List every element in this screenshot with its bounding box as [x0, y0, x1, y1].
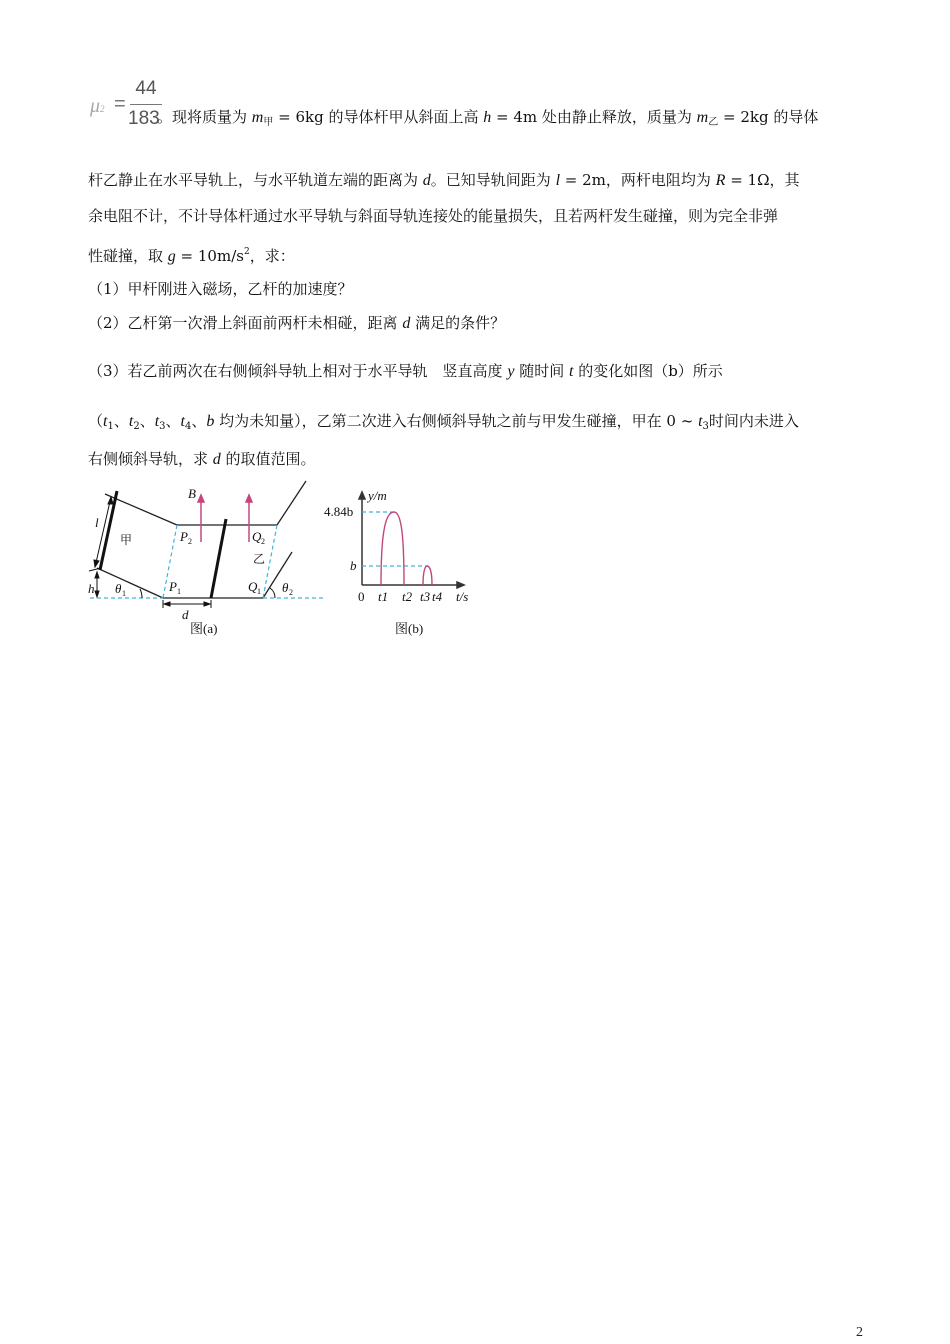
question-1: （1）甲杆刚进入磁场，乙杆的加速度？ [88, 280, 353, 298]
equals-sign: = [114, 93, 126, 115]
rod-yi [211, 519, 226, 598]
numerator: 44 [135, 78, 157, 99]
paragraph-line-1: 。现将质量为 $m_甲 = 6kg$ 的导体杆甲从斜面上高 h = 4m 处由静止释放，质量为 $m_乙 = 2kg$ 的导体 [157, 108, 819, 128]
svg-text:Q: Q [252, 529, 262, 544]
svg-text:1: 1 [122, 589, 126, 598]
svg-text:θ: θ [115, 581, 122, 596]
x-tick-t4: t4 [432, 589, 443, 604]
figure-a-rails-diagram [85, 480, 335, 640]
svg-text:2: 2 [188, 537, 192, 546]
page-number: 2 [856, 1325, 863, 1340]
svg-text:甲: 甲 [120, 533, 133, 547]
question-3-line-2: （$t_1$、$t_2$、$t_3$、$t_4$、b 均为未知量），乙第二次进入右侧倾斜导轨之前与甲发生碰撞，甲在 0 ~ $t_3$时间内未进入 [88, 412, 799, 432]
origin-label: 0 [358, 589, 365, 604]
svg-text:B: B [188, 486, 196, 501]
svg-text:l: l [95, 515, 99, 530]
mu-symbol: μ2 [90, 95, 105, 117]
y-axis-label: y/m [368, 488, 387, 503]
question-3-line-3: 右侧倾斜导轨，求 d 的取值范围。 [88, 450, 316, 468]
paragraph-line-2: 杆乙静止在水平导轨上，与水平轨道左端的距离为 d。已知导轨间距为 l = 2m，两杆电阻均为 R = 1Ω，其 [88, 171, 800, 189]
svg-text:2: 2 [261, 537, 265, 546]
denominator: 183 [128, 108, 160, 129]
y-tick-4.84b: 4.84b [324, 504, 354, 519]
magnetic-field-arrows [198, 495, 252, 542]
fraction-bar [130, 104, 162, 105]
svg-text:P: P [180, 529, 188, 544]
paragraph-line-3: 余电阻不计，不计导体杆通过水平导轨与斜面导轨连接处的能量损失，且若两杆发生碰撞，则为完全非弹 [88, 207, 779, 225]
paragraph-line-4: 性碰撞，取 $g = 10m/s^2$，求： [88, 247, 295, 265]
figure-b-height-time-graph [320, 480, 480, 640]
y-tick-b: b [350, 558, 357, 573]
question-3-line-1: （3）若乙前两次在右侧倾斜导轨上相对于水平导轨 竖直高度 y 随时间 t 的变化如图（b）所示 [88, 362, 723, 380]
svg-text:Q: Q [248, 579, 258, 594]
svg-text:θ: θ [282, 580, 289, 595]
x-tick-t3: t3 [420, 589, 431, 604]
svg-text:1: 1 [257, 587, 261, 596]
svg-text:P: P [169, 579, 177, 594]
svg-text:d: d [182, 607, 189, 622]
mu2-formula [88, 78, 168, 130]
figure-a-caption: 图(a) [190, 621, 218, 636]
figure-b-caption: 图(b) [395, 621, 424, 636]
svg-text:乙: 乙 [253, 552, 266, 566]
svg-text:1: 1 [177, 587, 181, 596]
height-curves [381, 512, 432, 585]
svg-text:h: h [88, 581, 95, 596]
svg-text:2: 2 [289, 588, 293, 597]
question-2: （2）乙杆第一次滑上斜面前两杆未相碰，距离 d 满足的条件？ [88, 314, 506, 332]
x-axis-label: t/s [456, 589, 469, 604]
x-tick-t2: t2 [402, 589, 413, 604]
x-tick-t1: t1 [378, 589, 389, 604]
